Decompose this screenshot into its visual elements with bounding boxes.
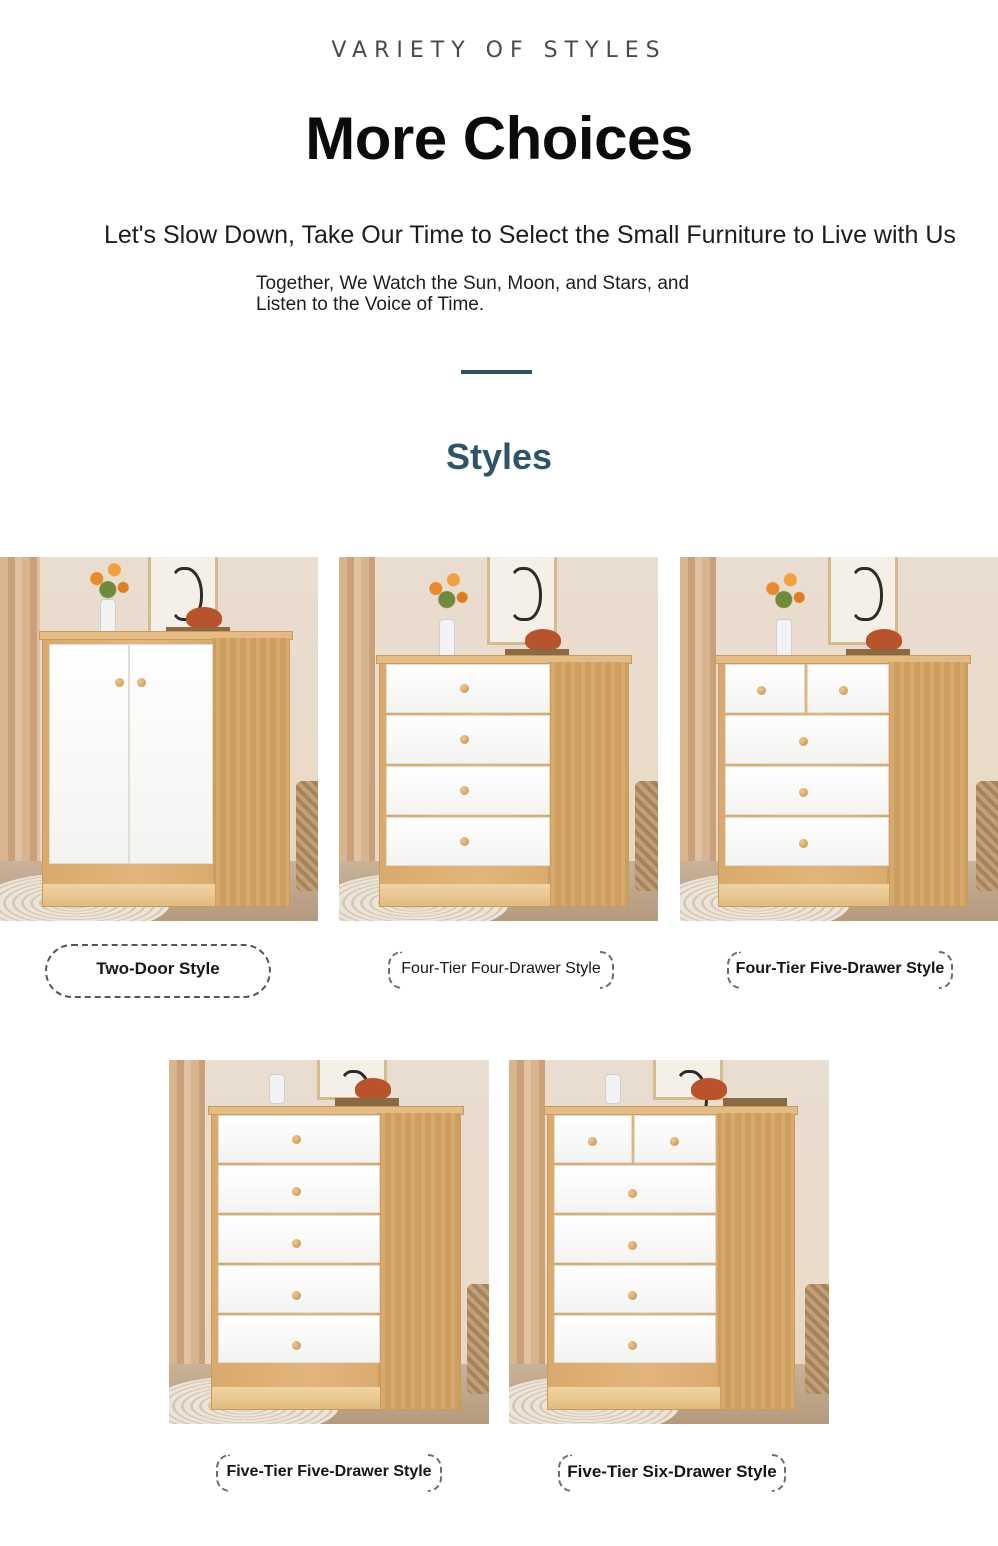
product-image-six-drawer[interactable] [509,1060,829,1424]
subtitle: Let's Slow Down, Take Our Time to Select the Small Furniture to Live with Us [104,221,956,249]
style-label-five-drawer[interactable]: Four-Tier Five-Drawer Style [727,951,953,989]
label-bracket-right [600,951,614,989]
style-label-five-tier-five-drawer[interactable]: Five-Tier Five-Drawer Style [216,1454,442,1492]
label-bracket-left [388,951,402,989]
style-label-four-drawer[interactable]: Four-Tier Four-Drawer Style [388,951,614,989]
style-label-six-drawer[interactable]: Five-Tier Six-Drawer Style [558,1454,786,1492]
section-title: Styles [445,436,553,477]
eyebrow-text: VARIETY OF STYLES [331,38,667,63]
product-image-five-drawer[interactable] [680,557,998,921]
product-image-four-drawer[interactable] [339,557,658,921]
divider [461,370,532,374]
style-label-two-door[interactable]: Two-Door Style [45,944,271,998]
page-title: More Choices [305,105,693,172]
description: Together, We Watch the Sun, Moon, and Stars, and Listen to the Voice of Time. [256,273,690,315]
product-image-five-tier-five-drawer[interactable] [169,1060,489,1424]
product-image-two-door[interactable] [0,557,318,921]
